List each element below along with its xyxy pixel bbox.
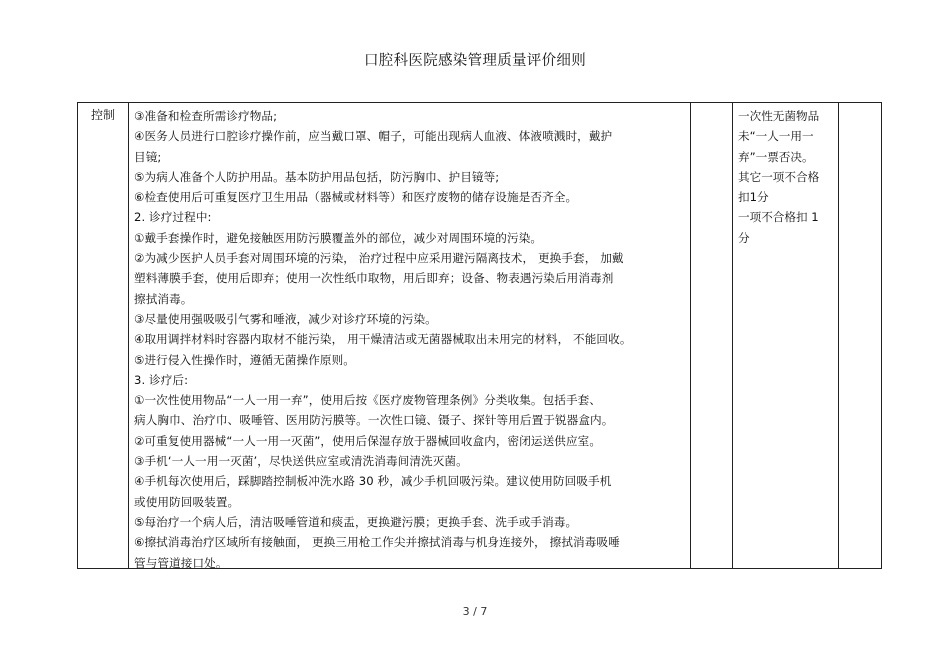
document-title: 口腔科医院感染管理质量评价细则: [364, 53, 586, 69]
content-line: 2. 诊疗过程中:: [134, 210, 212, 225]
scoring-line: 一项不合格扣 1: [738, 210, 819, 225]
evaluation-table: [77, 102, 882, 569]
content-line: ⑥擦拭消毒治疗区域所有接触面， 更换三用枪工作尖并擦拭消毒与机身连接外， 擦拭消毒吸唾: [134, 535, 620, 550]
content-line: 目镜;: [134, 149, 162, 164]
column-divider: [838, 103, 839, 568]
scoring-line: 扣1分: [738, 190, 769, 205]
content-line: ④医务人员进行口腔诊疗操作前，应当戴口罩、帽子，可能出现病人血液、体液喷溅时，戴护: [134, 129, 613, 144]
column-divider: [690, 103, 691, 568]
content-line: ③准备和检查所需诊疗物品;: [134, 109, 278, 123]
page-number: 3 / 7: [462, 605, 488, 618]
content-line: 塑料薄膜手套，使用后即弃；使用一次性纸巾取物，用后即弃；设备、物表遇污染后用消毒剂: [134, 271, 614, 286]
content-line: 或使用防回吸装置。: [134, 494, 240, 509]
content-line: ⑥检查使用后可重复医疗卫生用品（器械或材料等）和医疗废物的储存设施是否齐全。: [134, 190, 578, 205]
content-line: ④手机每次使用后，踩脚踏控制板冲洗水路 30 秒，减少手机回吸污染。建议使用防回吸手机: [134, 474, 612, 489]
content-line: ①戴手套操作时，避免接触医用防污膜覆盖外的部位，减少对周围环境的污染。: [134, 230, 543, 245]
content-line: ①一次性使用物品“一人一用一弃”，使用后按《医疗废物管理条例》分类收集。包括手套、: [134, 393, 602, 408]
content-line: ③手机‘一人一用一灭菌’，尽快送供应室或清洗消毒间清洗灭菌。: [134, 454, 468, 469]
category-cell: 控制: [90, 108, 115, 122]
content-line: ②可重复使用器械“一人一用一灭菌”，使用后保湿存放于器械回收盒内，密闭运送供应室。: [134, 433, 602, 448]
scoring-line: 分: [738, 230, 750, 245]
scoring-line: 未“一人一用一: [738, 129, 814, 144]
content-line: 病人胸巾、治疗巾、吸唾管、医用防污膜等。一次性口镜、镊子、探针等用后置于锐器盒内。: [134, 413, 614, 428]
content-line: 管与管道接口处。: [134, 555, 228, 570]
content-line: ⑤进行侵入性操作时，遵循无菌操作原则。: [134, 352, 355, 367]
scoring-line: 一次性无菌物品: [738, 109, 820, 123]
scoring-line: 其它一项不合格: [738, 169, 820, 184]
column-divider: [732, 103, 733, 568]
scoring-cell: [738, 106, 836, 248]
content-line: ④取用调拌材料时容器内取材不能污染， 用干燥清洁或无菌器械取出未用完的材料， 不能回收。: [134, 332, 632, 347]
content-line: 擦拭消毒。: [134, 291, 193, 306]
content-cell: [134, 106, 686, 573]
content-line: ⑤每治疗一个病人后，清洁吸唾管道和痰盂，更换避污膜；更换手套、洗手或手消毒。: [134, 514, 578, 529]
content-line: ⑤为病人准备个人防护用品。基本防护用品包括，防污胸巾、护目镜等;: [134, 169, 500, 184]
content-line: ②为减少医护人员手套对周围环境的污染， 治疗过程中应采用避污隔离技术， 更换手套， 加戴: [134, 251, 624, 266]
scoring-line: 弃”一票否决。: [738, 149, 814, 164]
column-divider: [128, 103, 129, 568]
content-line: 3. 诊疗后:: [134, 372, 189, 387]
content-line: ③尽量使用强吸吸引气雾和唾液，减少对诊疗环境的污染。: [134, 311, 437, 326]
